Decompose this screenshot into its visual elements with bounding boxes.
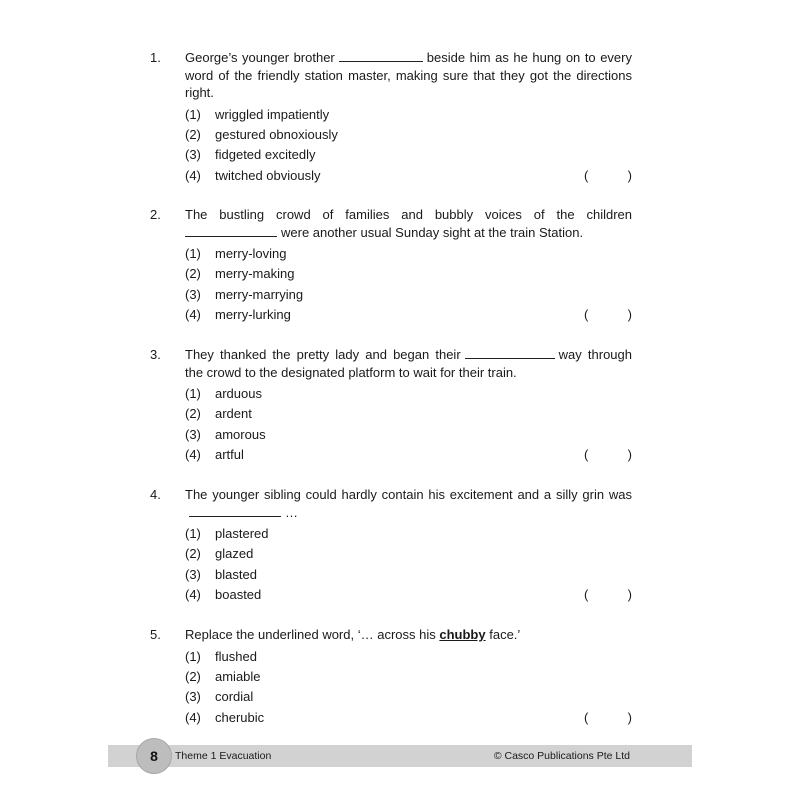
footer-theme: Theme 1 Evacuation — [175, 750, 272, 762]
options-list — [185, 384, 632, 466]
option-3[interactable]: (3) cordial — [185, 689, 254, 705]
question-stem: The bustling crowd of families and bubbly voices of the children were another usual Sunday sight at the train Station. — [185, 207, 632, 240]
option-1[interactable]: (1) merry-loving — [185, 246, 287, 261]
option-4[interactable]: (4) artful ( ) — [185, 447, 632, 463]
option-4[interactable]: (4) cherubic ( ) — [185, 709, 632, 725]
options-list — [185, 244, 632, 326]
underlined-word: chubby — [439, 627, 486, 642]
question-number: 5. — [150, 627, 161, 642]
page-number-badge: 8 — [136, 738, 172, 774]
option-3[interactable]: (3) merry-marrying — [185, 286, 304, 302]
answer-blank — [185, 225, 277, 237]
options-list — [185, 524, 632, 606]
answer-blank — [465, 347, 555, 359]
option-4[interactable]: (4) twitched obviously ( ) — [185, 167, 632, 183]
option-3[interactable]: (3) amorous — [185, 426, 266, 442]
question-stem: Replace the underlined word, ‘… across his chubby face.’ — [185, 627, 521, 642]
footer-copyright: © Casco Publications Pte Ltd — [493, 750, 630, 762]
page-footer — [108, 745, 692, 767]
option-2[interactable]: (2) glazed — [185, 546, 254, 562]
question-stem: George’s younger brother beside him as he hung on to every word of the friendly station master, making sure that they got the directions right. — [185, 50, 632, 100]
option-3[interactable]: (3) fidgeted excitedly — [185, 147, 316, 163]
option-1[interactable]: (1) arduous — [185, 386, 262, 401]
option-2[interactable]: (2) gestured obnoxiously — [185, 126, 338, 142]
question-1 — [150, 49, 632, 186]
option-2[interactable]: (2) merry-making — [185, 266, 295, 282]
option-1[interactable]: (1) flushed — [185, 648, 257, 664]
question-number: 4. — [150, 487, 161, 502]
options-list — [185, 647, 632, 729]
option-1[interactable]: (1) plastered — [185, 526, 269, 541]
option-4[interactable]: (4) merry-lurking ( ) — [185, 307, 632, 323]
options-list — [185, 105, 632, 187]
question-4 — [150, 486, 632, 606]
option-2[interactable]: (2) amiable — [185, 668, 261, 684]
question-5 — [150, 626, 632, 728]
question-2 — [150, 206, 632, 326]
option-2[interactable]: (2) ardent — [185, 406, 252, 422]
option-3[interactable]: (3) blasted — [185, 566, 257, 582]
question-number: 2. — [150, 207, 161, 222]
answer-blank — [189, 505, 281, 517]
question-stem: The younger sibling could hardly contain his excitement and a silly grin was… — [185, 487, 632, 520]
question-number: 1. — [150, 50, 161, 65]
answer-blank — [339, 50, 423, 62]
option-4[interactable]: (4) boasted ( ) — [185, 587, 632, 603]
question-stem: They thanked the pretty lady and began their way through the crowd to the designated platform to wait for their train. — [185, 347, 632, 380]
option-1[interactable]: (1) wriggled impatiently — [185, 106, 330, 122]
question-3 — [150, 346, 632, 466]
question-number: 3. — [150, 347, 161, 362]
